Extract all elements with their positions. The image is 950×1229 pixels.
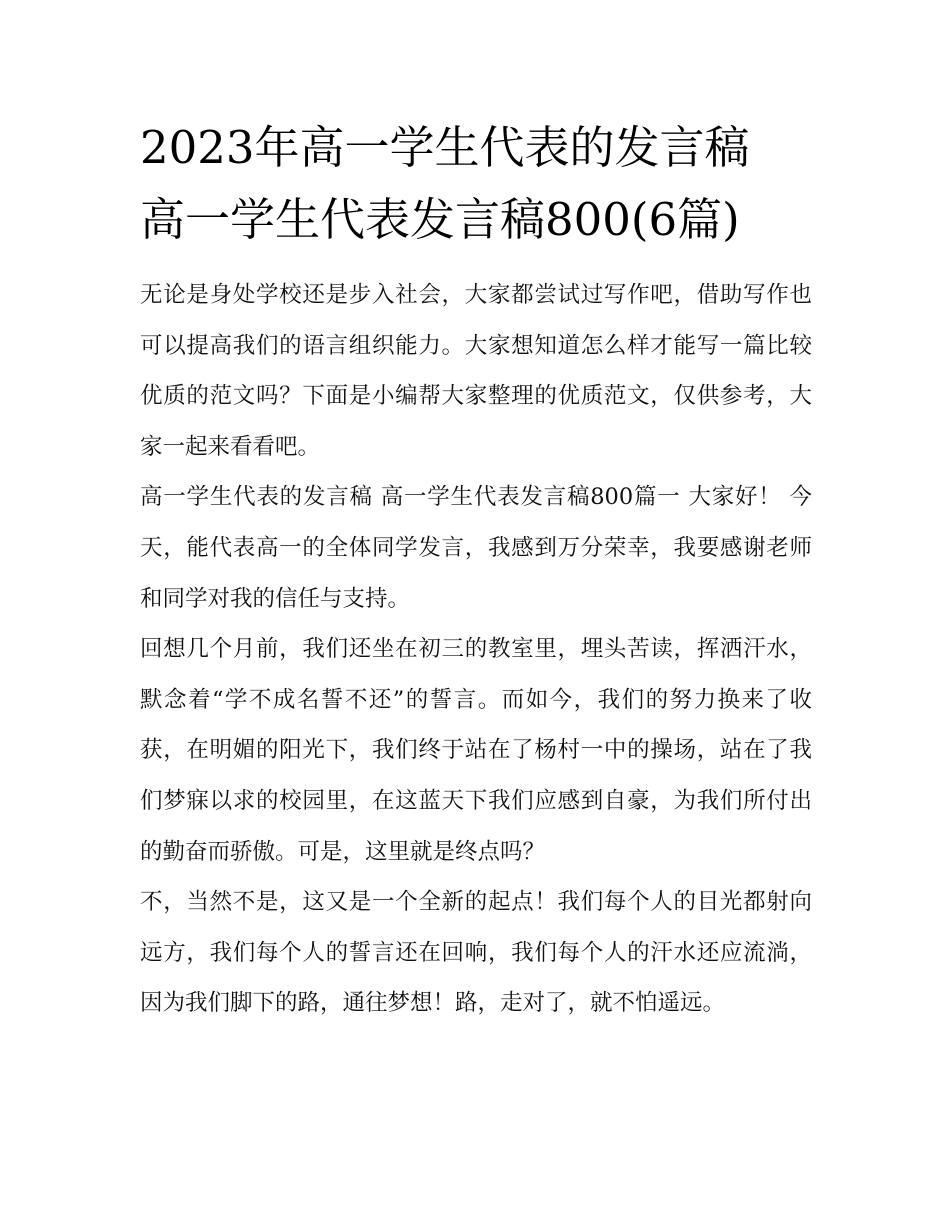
title-line-2: 高一学生代表发言稿800(6篇) <box>140 193 740 246</box>
speech-opening-paragraph: 高一学生代表的发言稿 高一学生代表发言稿800篇一 大家好！ 今天，能代表高一的全体同学发言，我感到万分荣幸，我要感谢老师和同学对我的信任与支持。 <box>140 484 812 612</box>
document-body <box>140 270 812 1029</box>
speech-recollection-paragraph: 回想几个月前，我们还坐在初三的教室里，埋头苦读，挥洒汗水，默念着“学不成名誓不还”的誓言。而如今，我们的努力换来了收获，在明媚的阳光下，我们终于站在了杨村一中的操场，站在了我们梦寐以求的校园里，在这蓝天下我们应感到自豪，为我们所付出的勤奋而骄傲。可是，这里就是终点吗？ <box>140 636 812 865</box>
speech-new-start-paragraph: 不，当然不是，这又是一个全新的起点！我们每个人的目光都射向远方，我们每个人的誓言还在回响，我们每个人的汗水还应流淌，因为我们脚下的路，通往梦想！路，走对了，就不怕遥远。 <box>140 889 812 1017</box>
intro-paragraph: 无论是身处学校还是步入社会，大家都尝试过写作吧，借助写作也可以提高我们的语言组织能力。大家想知道怎么样才能写一篇比较优质的范文吗？下面是小编帮大家整理的优质范文，仅供参考，大家一起来看看吧。 <box>140 282 812 460</box>
document-title <box>140 112 812 256</box>
title-line-1: 2023年高一学生代表的发言稿 <box>140 121 750 174</box>
document-page <box>140 112 812 1029</box>
